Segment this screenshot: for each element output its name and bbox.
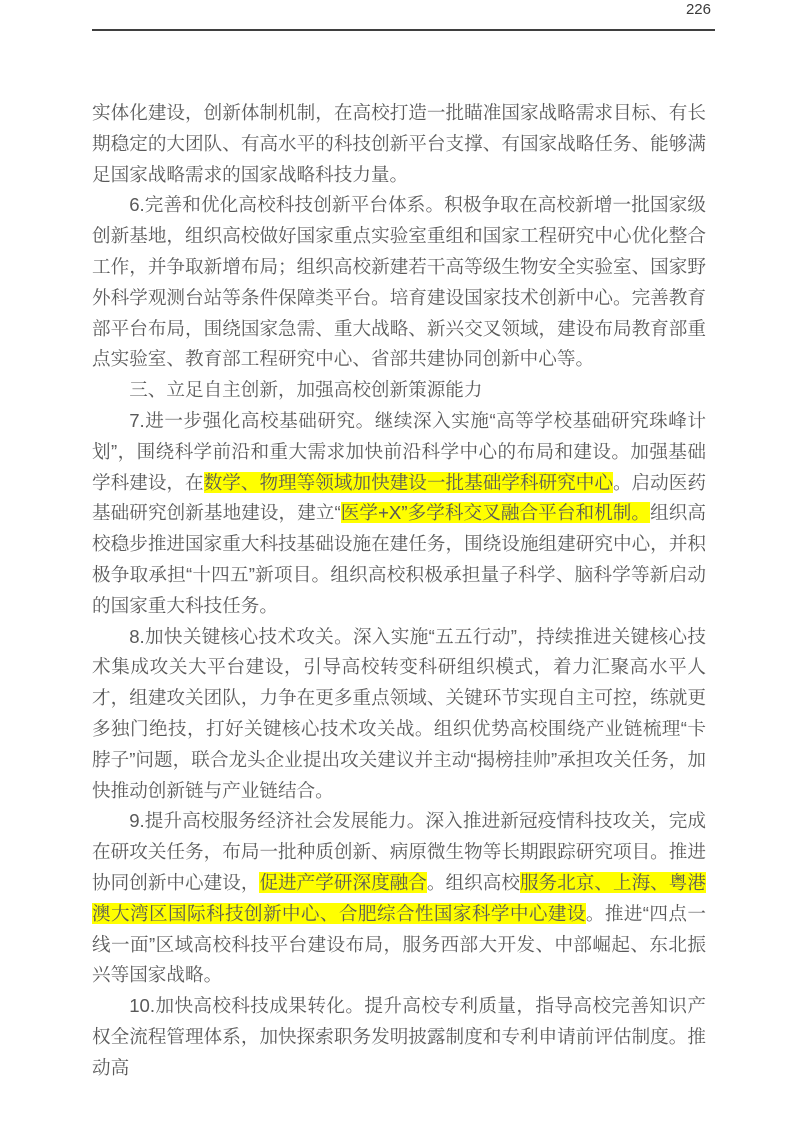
text-segment: 6.完善和优化高校科技创新平台体系。积极争取在高校新增一批国家级创新基地，组织高校做好国家重点实验室重组和国家工程研究中心优化整合工作，并争取新增布局；组织高校新建若干高等级生物安全实验室、国家野外科学观测台站等条件保障类平台。培育建设国家技术创新中心。完善教育部平台布局，围绕国家急需、重大战略、新兴交叉领域，建设布局教育部重点实验室、教育部工程研究中心、省部共建协同创新中心等。 [92,194,706,370]
header-rule [92,29,715,31]
text-segment: 实体化建设，创新体制机制，在高校打造一批瞄准国家战略需求目标、有长期稳定的大团队、有高水平的科技创新平台支撑、有国家战略任务、能够满足国家战略需求的国家战略科技力量。 [92,102,706,185]
paragraph [92,991,706,1083]
text-segment: 9.提升高校服务经济社会发展能力。深入推进新冠疫情科技攻关，完成在研攻关任务，布局一批种质创新、病原微生物等长期跟踪研究项目。推进协同创新中心建设， [92,810,706,893]
text-segment: 7.进一步强化高校基础研究。继续深入实施“高等学校基础研究珠峰计划”，围绕科学前沿和重大需求加快前沿科学中心的布局和建设。加强基础学科建设，在 [92,409,706,493]
highlighted-text: 服务北京、上海、粤港澳大湾区国际科技创新中心、合肥综合性国家科学中心建设 [92,871,706,924]
highlighted-text: 医学+X”多学科交叉融合平台和机制。 [340,502,651,524]
text-segment: 10.加快高校科技成果转化。提升高校专利质量，指导高校完善知识产权全流程管理体系，加快探索职务发明披露制度和专利申请前评估制度。推动高 [92,995,706,1078]
highlighted-text: 数学、物理等领域加快建设一批基础学科研究中心 [203,471,613,493]
text-segment: 8.加快关键核心技术攻关。深入实施“五五行动”，持续推进关键核心技术集成攻关大平台建设，引导高校转变科研组织模式，着力汇聚高水平人才，组建攻关团队，力争在更多重点领域、关键环节实现自主可控，练就更多独门绝技，打好关键核心技术攻关战。组织优势高校围绕产业链梳理“卡脖子”问题，联合龙头企业提出攻关建议并主动“揭榜挂帅”承担攻关任务，加快推动创新链与产业链结合。 [92,625,706,801]
paragraph [92,622,706,807]
paragraph [92,190,706,375]
paragraph [92,806,706,991]
document-body [92,98,706,1084]
highlighted-text: 促进产学研深度融合 [259,871,427,893]
text-segment: 组织高校稳步推进国家重大科技基础设施在建任务，围绕设施组建研究中心，并积极争取承担“十四五”新项目。组织高校积极承担量子科学、脑科学等新启动的国家重大科技任务。 [92,502,706,616]
section-heading [92,375,706,406]
text-segment: 。组织高校 [426,871,520,893]
paragraph [92,98,706,190]
text-segment: 三、立足自主创新，加强高校创新策源能力 [129,379,483,401]
page-number: 226 [685,1,711,18]
text-segment: 。推进“四点一线一面”区域高校科技平台建设布局，服务西部大开发、中部崛起、东北振兴等国家战略。 [92,902,706,986]
text-segment: 。启动医药基础研究创新基地建设，建立“ [92,471,706,524]
paragraph [92,406,706,622]
